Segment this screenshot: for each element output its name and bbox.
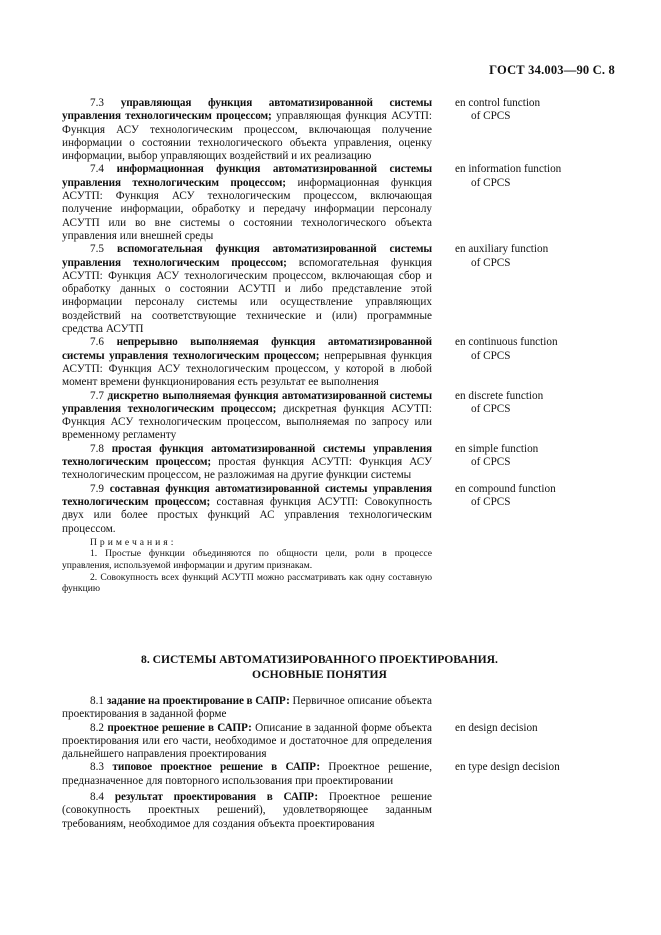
section8-terms [62,695,642,831]
english-term-line1: en control function [455,97,541,109]
note-item: 2. Совокупность всех функций АСУТП можно рассматривать как одну составную функцию [62,571,432,595]
english-term-line2: of CPCS [471,176,511,189]
term-entry [62,722,642,762]
term-text: информационная функция АСУТП: Функция АСУ технологическим процессом, включающая получение информации, обработку и передачу информации персоналу АСУТП или во вне системы о состоянии технологического объекта управления или внешней среды [62,176,432,242]
term-english [455,443,620,483]
term-number: 8.3 [90,761,104,774]
term-definition [62,390,432,443]
term-english [455,761,620,788]
term-text: Проектное решение, предназначенное для повторного использования при проектировании [62,761,432,787]
english-term-line2: of CPCS [471,496,511,509]
term-text: Проектное решение (совокупность проектных решений), удовлетворяющее заданным требованиям, необходимое для создания объекта проектирования [62,791,432,830]
english-term-line1: en information function [455,163,562,176]
section-heading-line1: 8. СИСТЕМЫ АВТОМАТИЗИРОВАННОГО ПРОЕКТИРОВАНИЯ. [141,653,498,666]
term-entry [62,443,642,483]
english-term-line1: en compound function [455,482,556,495]
term-number: 7.8 [90,442,104,455]
term-definition [62,695,432,722]
term-english [455,97,620,163]
english-term-line1: en continuous function [455,336,558,349]
term-text: дискретная функция АСУТП: Функция АСУ технологическим процессом, выполняемая по запросу или временному регламенту [62,402,432,442]
term-number: 7.7 [90,389,104,402]
term-english [455,483,620,536]
term-name: вспомогательная функция автоматизированной системы управления технологическим процессом; [62,243,433,269]
term-english [455,722,620,762]
english-term-line2: of CPCS [471,110,511,123]
term-name: информационная функция автоматизированной системы управления технологическим процессом; [62,163,433,189]
term-english [455,791,620,831]
english-term-line1: en type design decision [455,761,560,774]
term-number: 8.4 [90,791,104,804]
term-english [455,336,620,389]
term-entry [62,163,642,243]
notes-title: Примечания: [90,536,177,548]
term-definition [62,336,432,389]
page-header: ГОСТ 34.003—90 С. 8 [489,63,615,77]
english-term-line2: of CPCS [471,349,511,362]
term-entry [62,390,642,443]
term-text: Первичное описание объекта проектирования в заданной форме [62,695,433,721]
term-definition [62,243,432,336]
term-definition [62,483,432,536]
term-number: 7.6 [90,336,104,349]
term-number: 7.4 [90,163,104,176]
term-number: 7.5 [90,243,104,256]
notes-block [62,537,432,595]
english-term-line2: of CPCS [471,402,511,415]
term-entry [62,761,642,788]
term-name: непрерывно выполняемая функция автоматизированной системы управления технологическим процессом; [62,336,433,362]
term-text: непрерывная функция АСУТП: Функция АСУ технологическим процессом, у которой в любой момент времени функционирования есть результат ее выполнения [62,349,432,389]
english-term-line1: en auxiliary function [455,243,549,256]
term-english [455,243,620,336]
term-number: 7.9 [90,482,104,495]
term-name: составная функция автоматизированной системы управления технологическим процессом; [62,482,433,508]
term-name: типовое проектное решение в САПР: [112,761,320,774]
term-text: вспомогательная функция АСУТП: Функция АСУ технологическим процессом, включающая сбор и обработку данных о состоянии АСУТП и либо представление этой информации персоналу системы или осуществление управляющих воздействий на соответствующие технические и (или) программные средства АСУТП [62,256,433,336]
term-text: составная функция АСУТП: Совокупность двух или более простых функций АС управления технологическим процессом. [62,495,432,535]
english-term-line1: en simple function [455,442,539,455]
term-name: задание на проектирование в САПР: [106,695,290,707]
term-name: управляющая функция автоматизированной системы управления технологическим процессом; [62,97,433,123]
section-heading-line2: ОСНОВНЫЕ ПОНЯТИЯ [252,668,387,681]
term-text: управляющая функция АСУТП: Функция АСУ технологическим процессом, включающая получение информации о состоянии технологического объекта управления, оценку информации, выбор управляющих воздействий и их реализацию [62,110,432,163]
term-definition [62,761,432,788]
term-english [455,695,620,722]
term-definition [62,163,432,243]
term-definition [62,722,432,762]
term-name: результат проектирования в САПР: [114,791,318,804]
term-number: 8.2 [90,721,104,734]
note-item: 1. Простые функции объединяются по общности цели, роли в процессе управления, используемой информации и другим признакам. [62,548,432,571]
term-entry [62,243,642,336]
term-name: дискретно выполняемая функция автоматизированной системы управления технологическим процессом; [62,389,433,415]
term-entry [62,97,642,163]
term-english [455,390,620,443]
english-term-line2: of CPCS [471,256,511,269]
term-english [455,163,620,243]
term-definition [62,443,432,483]
term-name: простая функция автоматизированной системы управления технологическим процессом; [62,442,432,469]
section7-terms [62,97,642,595]
english-term-line1: en design decision [455,721,538,734]
english-term-line2: of CPCS [471,456,511,469]
term-definition [62,791,432,831]
english-term-line1: en discrete function [455,389,544,402]
term-text: Описание в заданной форме объекта проектирования или его части, необходимое и достаточное для определения дальнейшего направления проектирования [62,721,433,761]
term-entry [62,483,642,536]
term-number: 8.1 [90,695,104,707]
term-definition [62,97,432,163]
term-entry [62,336,642,389]
section-heading [62,652,577,682]
term-entry [62,695,642,722]
term-text: простая функция АСУТП: Функция АСУ технологическим процессом, не разложимая на другие функции системы [62,456,432,482]
term-entry [62,791,642,831]
term-name: проектное решение в САПР: [107,721,252,734]
term-number: 7.3 [90,97,104,109]
